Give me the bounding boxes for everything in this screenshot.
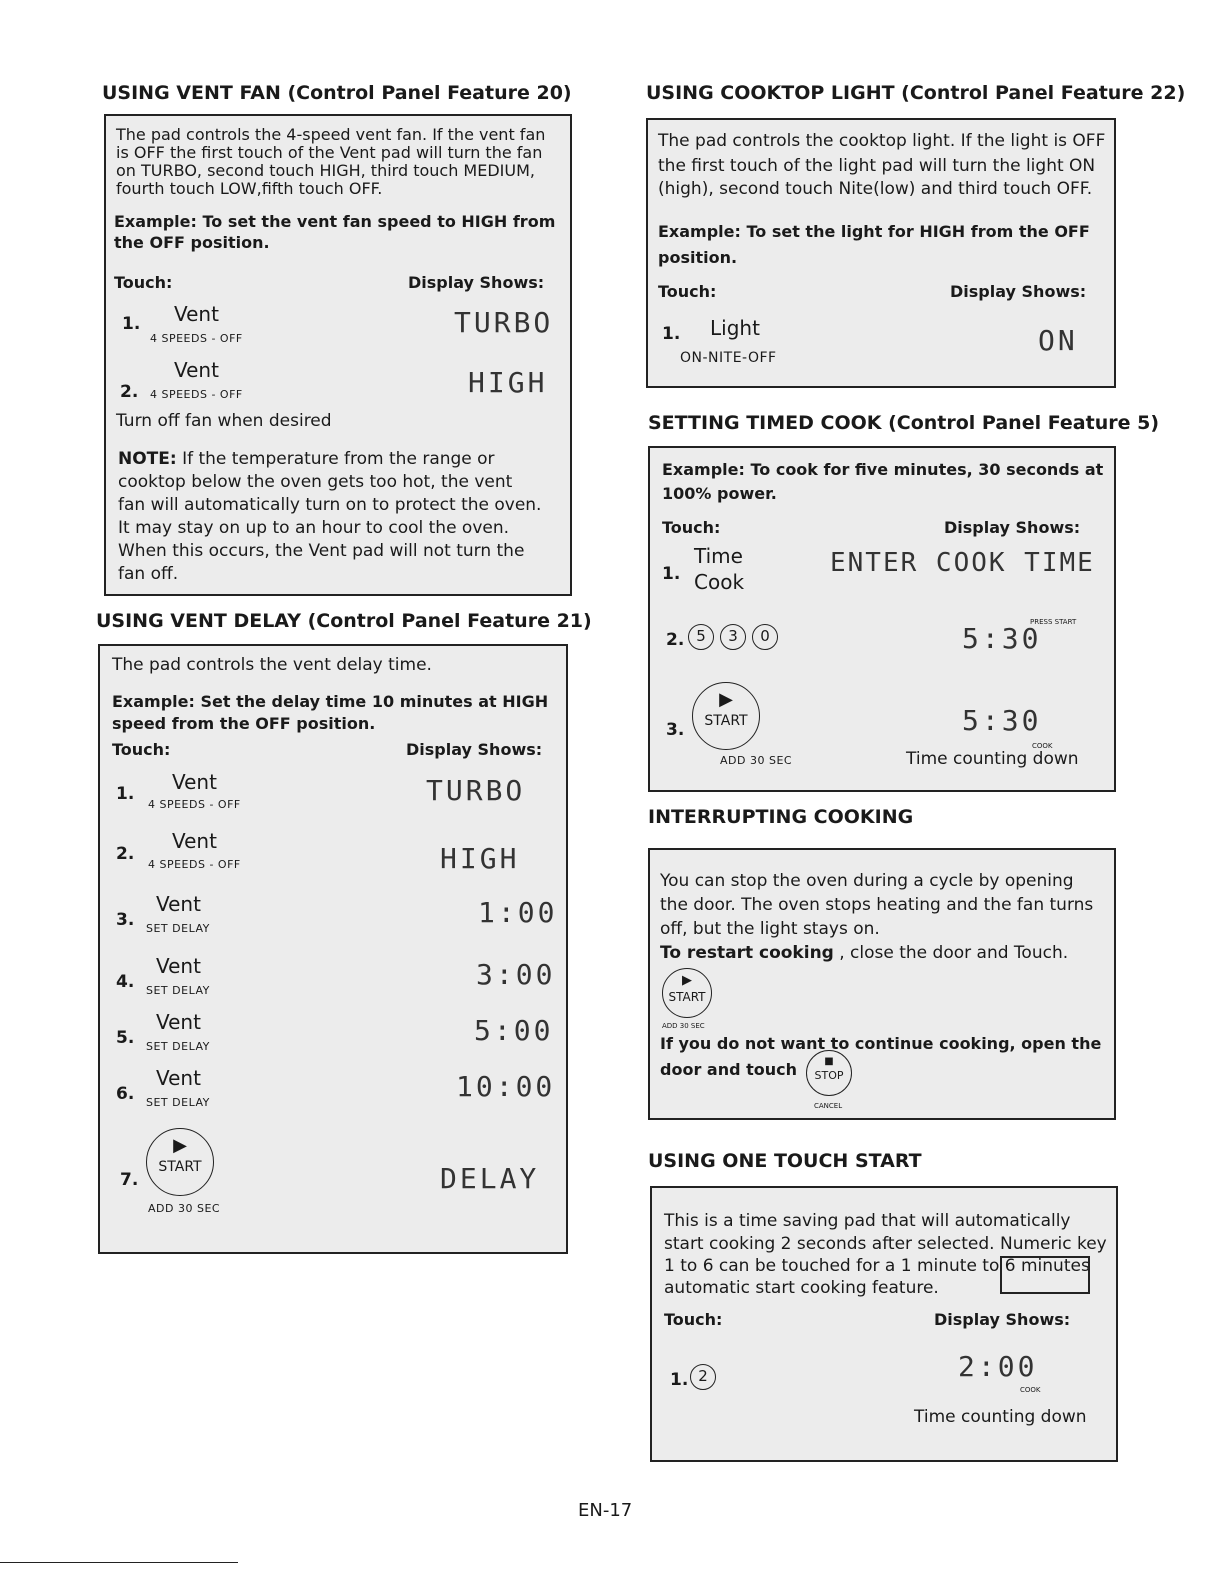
note-line-1: [118, 448, 495, 471]
touch-label: Touch:: [662, 518, 721, 537]
key-0-button[interactable]: 0: [752, 624, 778, 650]
note-line-6: fan off.: [118, 564, 179, 584]
cook-indicator: COOK: [1032, 742, 1053, 750]
highlight-frame: [1000, 1256, 1090, 1294]
time-cook-pad-line-2[interactable]: Cook: [694, 570, 745, 594]
key-2-button[interactable]: 2: [690, 1364, 716, 1390]
step-number: 7.: [120, 1170, 139, 1190]
vent-delay-example-2: speed from the OFF position.: [112, 714, 376, 733]
one-touch-text-3: 1 to 6 can be touched for a 1 minute to 6 minutes: [664, 1256, 1090, 1276]
step-number: 2.: [116, 844, 135, 864]
footer-rule: [0, 1562, 238, 1563]
lcd-display: ENTER COOK TIME: [830, 548, 1095, 578]
light-pad-sub: ON-NITE-OFF: [680, 350, 777, 366]
lcd-display: 1:00: [478, 896, 558, 929]
press-start-indicator: PRESS START: [1030, 618, 1077, 626]
lcd-display: ON: [1038, 324, 1078, 357]
lcd-display: TURBO: [426, 774, 526, 807]
one-touch-heading: USING ONE TOUCH START: [648, 1150, 922, 1172]
display-shows-label: Display Shows:: [934, 1310, 1071, 1329]
play-icon: ▶: [719, 689, 733, 710]
vent-pad[interactable]: Vent: [172, 770, 217, 794]
vent-pad-sub: 4 SPEEDS - OFF: [150, 332, 243, 345]
step-number: 1.: [662, 324, 681, 344]
timed-example-1: Example: To cook for five minutes, 30 seconds at: [662, 460, 1104, 479]
restart-rest: , close the door and Touch.: [833, 943, 1069, 963]
vent-pad[interactable]: Vent: [172, 829, 217, 853]
interrupting-heading: INTERRUPTING COOKING: [648, 806, 914, 828]
lcd-display: DELAY: [440, 1162, 540, 1195]
stop-button[interactable]: [806, 1050, 852, 1096]
touch-label: Touch:: [114, 273, 173, 292]
vent-pad[interactable]: Vent: [156, 1010, 201, 1034]
note-line-3: fan will automatically turn on to protect the oven.: [118, 495, 542, 515]
vent-fan-intro-4: fourth touch LOW,fifth touch OFF.: [116, 179, 383, 198]
cooktop-light-box: [646, 118, 1116, 388]
start-button-sub: ADD 30 SEC: [720, 754, 793, 767]
restart-bold: To restart cooking: [660, 943, 834, 963]
vent-pad[interactable]: Vent: [156, 892, 201, 916]
one-touch-box: [650, 1186, 1118, 1462]
vent-pad-sub: 4 SPEEDS - OFF: [150, 388, 243, 401]
step-number: 3.: [116, 910, 135, 930]
start-button[interactable]: [692, 682, 760, 750]
lcd-display: 3:00: [476, 958, 556, 991]
vent-pad-sub: SET DELAY: [146, 922, 210, 935]
step-number: 2.: [120, 382, 139, 402]
note-text: If the temperature from the range or: [176, 449, 495, 469]
time-counting-caption: Time counting down: [906, 749, 1079, 769]
play-icon: ▶: [173, 1135, 187, 1156]
lcd-display: HIGH: [440, 842, 520, 875]
vent-fan-box: [104, 114, 572, 596]
restart-line: [660, 942, 1068, 965]
lcd-display: 5:00: [474, 1014, 554, 1047]
lcd-display: 2:00: [958, 1350, 1038, 1383]
display-shows-label: Display Shows:: [406, 740, 543, 759]
lcd-display: TURBO: [454, 306, 554, 339]
display-shows-label: Display Shows:: [950, 282, 1087, 301]
vent-delay-intro: The pad controls the vent delay time.: [112, 655, 432, 675]
start-button-label: START: [668, 990, 706, 1004]
light-example-1: Example: To set the light for HIGH from the OFF: [658, 222, 1090, 241]
lcd-display: HIGH: [468, 366, 548, 399]
step-number: 1.: [662, 564, 681, 584]
vent-pad[interactable]: Vent: [174, 358, 219, 382]
vent-fan-intro-3: on TURBO, second touch HIGH, third touch MEDIUM,: [116, 161, 535, 180]
one-touch-text-1: This is a time saving pad that will automatically: [664, 1211, 1071, 1231]
stop-square-icon: ■: [824, 1056, 834, 1067]
step-number: 1.: [116, 784, 135, 804]
vent-pad-sub: 4 SPEEDS - OFF: [148, 858, 241, 871]
vent-delay-example-1: Example: Set the delay time 10 minutes at HIGH: [112, 692, 549, 711]
vent-pad-sub: SET DELAY: [146, 1096, 210, 1109]
vent-fan-intro-1: The pad controls the 4-speed vent fan. If the vent fan: [116, 125, 546, 144]
start-button-label: START: [704, 713, 748, 729]
stop-text-2: door and touch: [660, 1060, 798, 1079]
vent-pad-sub: 4 SPEEDS - OFF: [148, 798, 241, 811]
start-button[interactable]: [146, 1128, 214, 1196]
start-button[interactable]: [662, 968, 712, 1018]
interrupting-box: [648, 848, 1116, 1120]
page-number: EN-17: [578, 1500, 633, 1521]
turn-off-text: Turn off fan when desired: [116, 411, 332, 431]
vent-pad-sub: SET DELAY: [146, 984, 210, 997]
vent-pad[interactable]: Vent: [174, 302, 219, 326]
interrupting-text-2: the door. The oven stops heating and the fan turns: [660, 895, 1094, 915]
vent-fan-example-1: Example: To set the vent fan speed to HIGH from: [114, 212, 556, 231]
time-counting-caption: Time counting down: [914, 1407, 1087, 1427]
key-3-button[interactable]: 3: [720, 624, 746, 650]
vent-fan-heading: USING VENT FAN (Control Panel Feature 20): [102, 82, 572, 104]
start-button-label: START: [158, 1159, 202, 1175]
one-touch-text-4: automatic start cooking feature.: [664, 1278, 939, 1298]
note-line-5: When this occurs, the Vent pad will not turn the: [118, 541, 525, 561]
timed-example-2: 100% power.: [662, 484, 777, 503]
timed-cook-heading: SETTING TIMED COOK (Control Panel Feature 5): [648, 412, 1160, 434]
light-example-2: position.: [658, 248, 738, 267]
light-intro-2: the first touch of the light pad will turn the light ON: [658, 156, 1096, 176]
time-cook-pad-line-1[interactable]: Time: [694, 544, 743, 568]
one-touch-text-2: start cooking 2 seconds after selected. Numeric key: [664, 1234, 1107, 1254]
touch-label: Touch:: [658, 282, 717, 301]
start-button-sub: ADD 30 SEC: [662, 1022, 705, 1030]
play-icon: ▶: [682, 973, 692, 988]
cook-indicator: COOK: [1020, 1386, 1041, 1394]
key-5-button[interactable]: 5: [688, 624, 714, 650]
note-label: NOTE:: [118, 449, 177, 469]
timed-cook-box: [648, 446, 1116, 792]
note-line-2: cooktop below the oven gets too hot, the vent: [118, 472, 513, 492]
step-number: 5.: [116, 1028, 135, 1048]
vent-pad[interactable]: Vent: [156, 1066, 201, 1090]
step-number: 1.: [122, 314, 141, 334]
interrupting-text-3: off, but the light stays on.: [660, 919, 880, 939]
cooktop-light-heading: USING COOKTOP LIGHT (Control Panel Feature 22): [646, 82, 1186, 104]
step-number: 3.: [666, 720, 685, 740]
lcd-display: 5:30: [962, 622, 1042, 655]
stop-button-label: STOP: [814, 1069, 844, 1082]
vent-delay-heading: USING VENT DELAY (Control Panel Feature 21): [96, 610, 592, 632]
step-number: 2.: [666, 630, 685, 650]
step-number: 6.: [116, 1084, 135, 1104]
touch-label: Touch:: [112, 740, 171, 759]
lcd-display: 10:00: [456, 1070, 556, 1103]
step-number: 4.: [116, 972, 135, 992]
vent-delay-box: [98, 644, 568, 1254]
stop-text-1: If you do not want to continue cooking, open the: [660, 1034, 1102, 1053]
display-shows-label: Display Shows:: [944, 518, 1081, 537]
note-line-4: It may stay on up to an hour to cool the oven.: [118, 518, 510, 538]
display-shows-label: Display Shows:: [408, 273, 545, 292]
light-intro-3: (high), second touch Nite(low) and third touch OFF.: [658, 179, 1093, 199]
vent-fan-intro-2: is OFF the first touch of the Vent pad will turn the fan: [116, 143, 543, 162]
vent-pad-sub: SET DELAY: [146, 1040, 210, 1053]
vent-fan-example-2: the OFF position.: [114, 233, 270, 252]
start-button-sub: ADD 30 SEC: [148, 1202, 221, 1215]
step-number: 1.: [670, 1370, 689, 1390]
vent-pad[interactable]: Vent: [156, 954, 201, 978]
light-intro-1: The pad controls the cooktop light. If the light is OFF: [658, 131, 1106, 151]
stop-button-sub: CANCEL: [814, 1102, 843, 1110]
lcd-display: 5:30: [962, 704, 1042, 737]
light-pad[interactable]: Light: [710, 316, 760, 340]
touch-label: Touch:: [664, 1310, 723, 1329]
interrupting-text-1: You can stop the oven during a cycle by opening: [660, 871, 1074, 891]
